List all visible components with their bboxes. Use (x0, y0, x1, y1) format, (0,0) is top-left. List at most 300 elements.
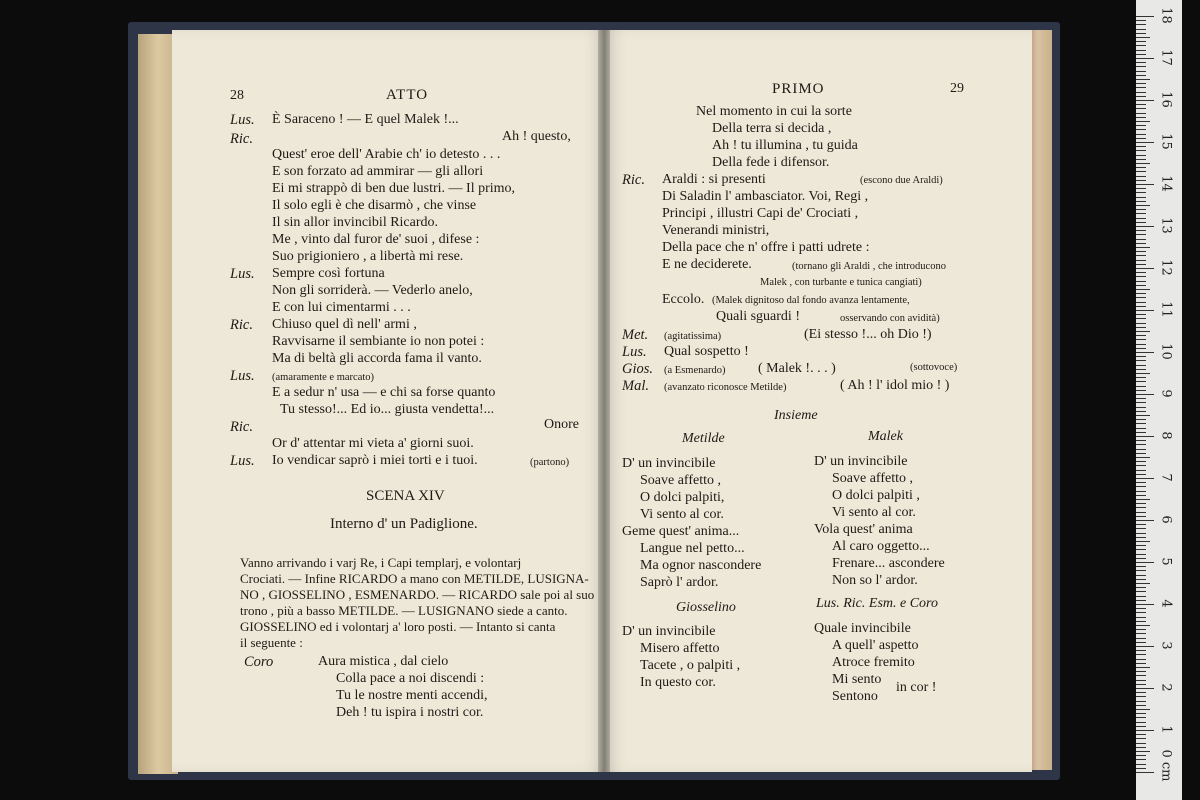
verse-line: Vi sento al cor. (832, 505, 916, 520)
character-label: Giosselino (676, 600, 736, 615)
verse-line: ( Ah ! l' idol mio ! ) (840, 378, 950, 393)
stage-direction-line: il seguente : (240, 635, 303, 650)
book-gutter (598, 30, 610, 772)
ruler-tick (1136, 188, 1146, 189)
ruler-tick (1136, 171, 1146, 172)
page-number: 28 (230, 88, 244, 103)
verse-line: ( Malek !. . . ) (758, 361, 836, 376)
section-label: Insieme (774, 408, 818, 423)
ruler-tick (1136, 306, 1146, 307)
ruler-tick (1136, 155, 1146, 156)
ruler-tick (1136, 499, 1150, 500)
speaker: Ric. (230, 419, 253, 435)
ruler-tick (1136, 646, 1154, 647)
character-label: Lus. Ric. Esm. e Coro (816, 596, 938, 611)
verse-line: Tacete , o palpiti , (640, 658, 741, 673)
stage-direction: (agitatissima) (664, 331, 722, 342)
ruler-tick (1136, 222, 1146, 223)
ruler-tick (1136, 62, 1146, 63)
scene-setting: Interno d' un Padiglione. (330, 516, 478, 532)
verse-line: Della fede i difensor. (712, 155, 830, 170)
ruler-tick (1136, 117, 1146, 118)
page-number: 29 (950, 81, 964, 96)
verse-line: Ravvisarne il sembiante io non potei : (272, 334, 485, 349)
ruler-number: 17 (1158, 49, 1174, 66)
right-page (604, 30, 1032, 772)
ruler-tick (1136, 180, 1146, 181)
ruler-number: 2 (1158, 683, 1174, 692)
ruler-tick (1136, 436, 1154, 437)
verse-line: Vola quest' anima (814, 522, 913, 537)
ruler-tick (1136, 37, 1150, 38)
verse-line: E ne deciderete. (662, 257, 752, 272)
ruler-number: 3 (1158, 641, 1174, 650)
verse-line: (Ei stesso !... oh Dio !) (804, 327, 932, 342)
ruler-tick (1136, 617, 1146, 618)
ruler-number: 8 (1158, 431, 1174, 440)
ruler-tick (1136, 461, 1146, 462)
ruler-tick (1136, 54, 1146, 55)
verse-line: Io vendicar saprò i miei torti e i tuoi. (272, 453, 478, 468)
verse-line: Geme quest' anima... (622, 524, 740, 539)
ruler-tick (1136, 734, 1146, 735)
ruler-tick (1136, 730, 1154, 731)
ruler-tick (1136, 360, 1146, 361)
ruler-number: 9 (1158, 389, 1174, 398)
ruler-tick (1136, 541, 1150, 542)
verse-line: Colla pace a noi discendi : (336, 671, 485, 686)
ruler-tick (1136, 612, 1146, 613)
verse-line: Qual sospetto ! (664, 344, 749, 359)
ruler-tick (1136, 591, 1146, 592)
verse-line: D' un invincibile (814, 454, 908, 469)
verse-line: Misero affetto (640, 641, 720, 656)
ruler-number: 7 (1158, 473, 1174, 482)
verse-line: Sentono (832, 689, 878, 704)
ruler-tick (1136, 751, 1150, 752)
ruler-tick (1136, 381, 1146, 382)
verse-line: A quell' aspetto (832, 638, 919, 653)
ruler-tick (1136, 108, 1146, 109)
ruler-tick (1136, 121, 1150, 122)
left-page (172, 30, 606, 772)
ruler-tick (1136, 365, 1146, 366)
ruler-tick (1136, 138, 1146, 139)
verse-line: Soave affetto , (640, 473, 721, 488)
ruler-tick (1136, 566, 1146, 567)
ruler-tick (1136, 440, 1146, 441)
stage-direction: osservando con avidità) (840, 313, 940, 324)
ruler-tick (1136, 512, 1146, 513)
stage-direction-line: Vanno arrivando i varj Re, i Capi templarj, e volontarj (240, 555, 522, 570)
ruler-number: 1 (1158, 725, 1174, 734)
verse-line: Il solo egli è che disarmò , che vinse (272, 198, 477, 213)
ruler-tick (1136, 633, 1146, 634)
ruler-tick (1136, 465, 1146, 466)
ruler-number: 15 (1158, 133, 1174, 150)
ruler-tick (1136, 327, 1146, 328)
ruler-tick (1136, 482, 1146, 483)
ruler-tick (1136, 323, 1146, 324)
ruler-tick (1136, 255, 1146, 256)
ruler-tick (1136, 545, 1146, 546)
stage-direction: (amaramente e marcato) (272, 372, 375, 383)
ruler-tick (1136, 29, 1146, 30)
speaker: Lus. (230, 453, 255, 469)
speaker: Gios. (622, 361, 654, 377)
ruler-tick (1136, 16, 1154, 17)
verse-line: Ah ! questo, (502, 129, 571, 144)
ruler-tick (1136, 558, 1146, 559)
verse-line: Chiuso quel dì nell' armi , (272, 317, 417, 332)
ruler-tick (1136, 596, 1146, 597)
stage-direction-line: GIOSSELINO ed i volontarj a' loro posti. — Intanto si canta (240, 619, 556, 634)
verse-line: E son forzato ad ammirar — gli allori (272, 164, 484, 179)
ruler-tick (1136, 705, 1146, 706)
ruler-tick (1136, 276, 1146, 277)
ruler-tick (1136, 642, 1146, 643)
ruler-tick (1136, 192, 1146, 193)
ruler-number: 18 (1158, 7, 1174, 24)
ruler-tick (1136, 680, 1146, 681)
ruler-tick (1136, 562, 1154, 563)
ruler-tick (1136, 251, 1146, 252)
ruler-tick (1136, 218, 1146, 219)
verse-line: Atroce fremito (832, 655, 915, 670)
verse-line: Quali sguardi ! (716, 309, 800, 324)
measurement-ruler (1136, 0, 1182, 800)
ruler-tick (1136, 495, 1146, 496)
ruler-tick (1136, 428, 1146, 429)
verse-line: Mi sento (832, 672, 882, 687)
ruler-unit-label: 0 cm (1158, 749, 1174, 782)
ruler-tick (1136, 146, 1146, 147)
ruler-tick (1136, 33, 1146, 34)
ruler-tick (1136, 579, 1146, 580)
verse-line: Deh ! tu ispira i nostri cor. (336, 705, 484, 720)
ruler-tick (1136, 100, 1154, 101)
ruler-tick (1136, 600, 1146, 601)
ruler-tick (1136, 134, 1146, 135)
stage-direction: (Malek dignitoso dal fondo avanza lentamente, (712, 295, 910, 306)
verse-line: Tu stesso!... Ed io... giusta vendetta!... (280, 402, 495, 417)
ruler-tick (1136, 743, 1146, 744)
ruler-tick (1136, 398, 1146, 399)
ruler-tick (1136, 92, 1146, 93)
ruler-tick (1136, 524, 1146, 525)
speaker: Lus. (230, 112, 255, 128)
character-label: Metilde (682, 431, 725, 446)
verse-line: Suo prigioniero , a libertà mi rese. (272, 249, 464, 264)
ruler-tick (1136, 419, 1146, 420)
verse-line: Aura mistica , dal cielo (318, 654, 449, 669)
stage-direction: Malek , con turbante e tunica cangiati) (760, 277, 922, 288)
ruler-tick (1136, 369, 1146, 370)
ruler-tick (1136, 373, 1150, 374)
speaker: Lus. (622, 344, 647, 360)
verse-line: Della terra si decida , (712, 121, 832, 136)
ruler-tick (1136, 486, 1146, 487)
ruler-tick (1136, 575, 1146, 576)
ruler-tick (1136, 701, 1146, 702)
verse-line: O dolci palpiti , (832, 488, 920, 503)
ruler-tick (1136, 344, 1146, 345)
verse-line: Ah ! tu illumina , tu guida (712, 138, 858, 153)
ruler-tick (1136, 608, 1146, 609)
ruler-tick (1136, 213, 1146, 214)
speaker: Ric. (230, 131, 253, 147)
verse-line: Ma ognor nascondere (640, 558, 762, 573)
verse-line: Tu le nostre menti accendi, (336, 688, 488, 703)
ruler-tick (1136, 717, 1146, 718)
ruler-tick (1136, 747, 1146, 748)
ruler-tick (1136, 663, 1146, 664)
ruler-tick (1136, 507, 1146, 508)
ruler-tick (1136, 260, 1146, 261)
ruler-tick (1136, 289, 1150, 290)
ruler-tick (1136, 549, 1146, 550)
ruler-tick (1136, 41, 1146, 42)
ruler-tick (1136, 516, 1146, 517)
ruler-tick (1136, 638, 1146, 639)
verse-line: Ma di beltà gli accorda fama il vanto. (272, 351, 482, 366)
ruler-tick (1136, 654, 1146, 655)
stage-direction-line: NO , GIOSSELINO , ESMENARDO. — RICARDO sale poi al suo (240, 587, 595, 602)
ruler-tick (1136, 768, 1146, 769)
ruler-tick (1136, 201, 1146, 202)
verse-line: Vi sento al cor. (640, 507, 724, 522)
ruler-tick (1136, 150, 1146, 151)
verse-line: Al caro oggetto... (832, 539, 930, 554)
ruler-tick (1136, 671, 1146, 672)
ruler-tick (1136, 386, 1146, 387)
speaker: Lus. (230, 266, 255, 282)
ruler-tick (1136, 528, 1146, 529)
verse-line: E a sedur n' usa — e chi sa forse quanto (272, 385, 496, 400)
running-header: ATTO (386, 87, 429, 103)
ruler-tick (1136, 285, 1146, 286)
ruler-number: 11 (1158, 301, 1174, 318)
ruler-tick (1136, 432, 1146, 433)
ruler-tick (1136, 692, 1146, 693)
ruler-tick (1136, 87, 1146, 88)
ruler-tick (1136, 293, 1146, 294)
ruler-tick (1136, 318, 1146, 319)
speaker: Lus. (230, 368, 255, 384)
ruler-tick (1136, 491, 1146, 492)
ruler-tick (1136, 339, 1146, 340)
verse-line: Della pace che n' offre i patti udrete : (662, 240, 870, 255)
ruler-tick (1136, 310, 1154, 311)
ruler-tick (1136, 268, 1154, 269)
ruler-tick (1136, 583, 1150, 584)
ruler-tick (1136, 772, 1154, 773)
ruler-tick (1136, 713, 1146, 714)
ruler-tick (1136, 71, 1146, 72)
verse-line: Langue nel petto... (640, 541, 745, 556)
ruler-number: 4 (1158, 599, 1174, 608)
ruler-tick (1136, 45, 1146, 46)
ruler-tick (1136, 587, 1146, 588)
ruler-tick (1136, 520, 1154, 521)
ruler-tick (1136, 675, 1146, 676)
ruler-tick (1136, 159, 1146, 160)
ruler-number: 14 (1158, 175, 1174, 192)
ruler-tick (1136, 264, 1146, 265)
running-header: PRIMO (772, 81, 825, 97)
verse-line: Non so l' ardor. (832, 573, 918, 588)
verse-line: Venerandi ministri, (662, 223, 770, 238)
ruler-tick (1136, 297, 1146, 298)
ruler-tick (1136, 457, 1150, 458)
ruler-number: 5 (1158, 557, 1174, 566)
ruler-tick (1136, 444, 1146, 445)
verse-line: D' un invincibile (622, 624, 716, 639)
verse-line: Eccolo. (662, 292, 705, 307)
ruler-tick (1136, 125, 1146, 126)
ruler-tick (1136, 415, 1150, 416)
ruler-tick (1136, 650, 1146, 651)
ruler-tick (1136, 423, 1146, 424)
stage-direction: (sottovoce) (910, 362, 958, 373)
verse-line: Non gli sorriderà. — Vederlo anelo, (272, 283, 473, 298)
speaker: Ric. (622, 172, 645, 188)
ruler-tick (1136, 537, 1146, 538)
ruler-number: 16 (1158, 91, 1174, 108)
ruler-tick (1136, 407, 1146, 408)
ruler-tick (1136, 104, 1146, 105)
ruler-tick (1136, 209, 1146, 210)
ruler-tick (1136, 449, 1146, 450)
verse-line: Soave affetto , (832, 471, 913, 486)
ruler-tick (1136, 629, 1146, 630)
ruler-tick (1136, 335, 1146, 336)
ruler-tick (1136, 411, 1146, 412)
ruler-tick (1136, 722, 1146, 723)
ruler-tick (1136, 377, 1146, 378)
stage-direction: (a Esmenardo) (664, 365, 726, 376)
verse-line: In questo cor. (640, 675, 716, 690)
ruler-tick (1136, 247, 1150, 248)
ruler-tick (1136, 738, 1146, 739)
verse-line: Saprò l' ardor. (640, 575, 719, 590)
ruler-tick (1136, 142, 1154, 143)
ruler-tick (1136, 621, 1146, 622)
ruler-tick (1136, 230, 1146, 231)
verse-line: D' un invincibile (622, 456, 716, 471)
ruler-tick (1136, 684, 1146, 685)
ruler-tick (1136, 667, 1150, 668)
speaker: Coro (244, 654, 274, 670)
stage-direction: (escono due Araldi) (860, 175, 943, 186)
verse-line: Quale invincibile (814, 621, 911, 636)
ruler-tick (1136, 184, 1154, 185)
verse-line: Il sin allor invincibil Ricardo. (272, 215, 439, 230)
ruler-tick (1136, 176, 1146, 177)
ruler-tick (1136, 470, 1146, 471)
ruler-tick (1136, 709, 1150, 710)
ruler-number: 6 (1158, 515, 1174, 524)
ruler-tick (1136, 113, 1146, 114)
ruler-tick (1136, 755, 1146, 756)
ruler-tick (1136, 163, 1150, 164)
ruler-tick (1136, 474, 1146, 475)
verse-line: È Saraceno ! — E quel Malek !... (272, 112, 459, 127)
stage-direction: (partono) (530, 457, 570, 468)
speaker: Ric. (230, 317, 253, 333)
ruler-tick (1136, 226, 1154, 227)
ruler-tick (1136, 272, 1146, 273)
ruler-tick (1136, 659, 1146, 660)
ruler-tick (1136, 302, 1146, 303)
ruler-tick (1136, 129, 1146, 130)
ruler-tick (1136, 75, 1146, 76)
verse-line: Frenare... ascondere (832, 556, 945, 571)
ruler-tick (1136, 352, 1154, 353)
ruler-tick (1136, 394, 1154, 395)
verse-line: E con lui cimentarmi . . . (272, 300, 411, 315)
verse-line: Principi , illustri Capi de' Crociati , (662, 206, 859, 221)
ruler-tick (1136, 58, 1154, 59)
ruler-tick (1136, 239, 1146, 240)
verse-line: Quest' eroe dell' Arabie ch' io detesto . . . (272, 147, 501, 162)
ruler-number: 12 (1158, 259, 1174, 276)
character-label: Malek (868, 429, 903, 444)
verse-line: Onore (544, 417, 579, 432)
ruler-tick (1136, 478, 1154, 479)
verse-line: Me , vinto dal furor de' suoi , difese : (272, 232, 480, 247)
ruler-tick (1136, 533, 1146, 534)
ruler-tick (1136, 167, 1146, 168)
stage-direction: (tornano gli Araldi , che introducono (792, 261, 946, 272)
verse-line: in cor ! (896, 680, 937, 695)
ruler-tick (1136, 50, 1146, 51)
ruler-tick (1136, 96, 1146, 97)
stage-direction-line: Crociati. — Infine RICARDO a mano con METILDE, LUSIGNA- (240, 571, 589, 586)
verse-line: Ei mi strappò di ben due lustri. — Il primo, (272, 181, 516, 196)
ruler-tick (1136, 314, 1146, 315)
ruler-tick (1136, 243, 1146, 244)
speaker: Met. (622, 327, 649, 343)
verse-line: Nel momento in cui la sorte (696, 104, 852, 119)
verse-line: Di Saladin l' ambasciator. Voi, Regi , (662, 189, 869, 204)
ruler-tick (1136, 348, 1146, 349)
ruler-tick (1136, 234, 1146, 235)
ruler-tick (1136, 197, 1146, 198)
ruler-tick (1136, 625, 1150, 626)
ruler-tick (1136, 79, 1150, 80)
ruler-tick (1136, 205, 1150, 206)
stage-direction-line: trono , più a basso METILDE. — LUSIGNANO siede a canto. (240, 603, 568, 618)
ruler-tick (1136, 331, 1150, 332)
verse-line: Sempre così fortuna (272, 266, 385, 281)
ruler-tick (1136, 570, 1146, 571)
ruler-number: 13 (1158, 217, 1174, 234)
scene-title: SCENA XIV (366, 488, 445, 504)
ruler-tick (1136, 696, 1146, 697)
verse-line: O dolci palpiti, (640, 490, 725, 505)
ruler-tick (1136, 726, 1146, 727)
ruler-tick (1136, 281, 1146, 282)
ruler-tick (1136, 503, 1146, 504)
verse-line: Araldi : si presenti (662, 172, 766, 187)
ruler-tick (1136, 390, 1146, 391)
verse-line: Or d' attentar mi vieta a' giorni suoi. (272, 436, 474, 451)
ruler-tick (1136, 604, 1154, 605)
ruler-number: 10 (1158, 343, 1174, 360)
ruler-tick (1136, 554, 1146, 555)
ruler-tick (1136, 83, 1146, 84)
